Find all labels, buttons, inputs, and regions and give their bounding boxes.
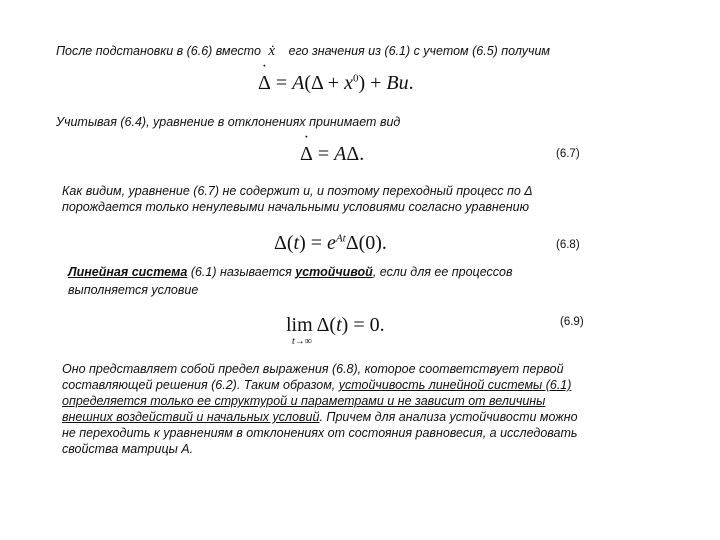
equation-number-6-7: (6.7) [556, 148, 580, 160]
stability-definition-line-2: выполняется условие [68, 283, 199, 297]
intro-line [56, 43, 550, 59]
paragraph-line-1: Оно представляет собой предел выражения (6.8), которое соответствует первой [62, 362, 564, 376]
paragraph-line-4a: внешних воздействий и начальных условий [62, 410, 320, 424]
equation-3: $\Delta(t) = e^{At}\Delta(0)$. [274, 232, 387, 254]
equation-number-6-9: (6.9) [560, 316, 584, 328]
limit-subscript: t→∞ [292, 336, 312, 347]
equation-1: · $\Delta = A(\Delta + x^0) + Bu$. [258, 72, 414, 95]
equation-2: · Δ = AΔ. [300, 143, 364, 166]
intro-text-a: После подстановки в (6.6) вместо [56, 44, 261, 58]
term-stable: устойчивой [295, 265, 373, 279]
stability-definition-line-1 [68, 264, 513, 280]
paragraph-line-6: свойства матрицы А. [62, 442, 194, 456]
paragraph-line-2b: устойчивость линейной системы (6.1) [338, 378, 572, 392]
transient-line-1: Как видим, уравнение (6.7) не содержит u, и поэтому переходный процесс по Δ [62, 184, 533, 198]
x-dot-symbol: ẋ [268, 43, 276, 59]
definition-end: , если для ее процессов [372, 265, 513, 279]
term-linear-system: Линейная система [68, 265, 188, 279]
equation-number-6-8: (6.8) [556, 239, 580, 251]
transient-line-2: порождается только ненулевыми начальными условиями согласно уравнению [62, 200, 529, 214]
paragraph-line-4 [62, 409, 578, 425]
definition-mid: (6.1) называется [187, 265, 296, 279]
paragraph-line-3: определяется только ее структурой и параметрами и не зависит от величины [62, 394, 546, 408]
paragraph-line-4b: . Причем для анализа устойчивости можно [319, 410, 578, 424]
paragraph-line-2 [62, 377, 571, 393]
intro-text-b: его значения из (6.1) с учетом (6.5) получим [288, 44, 550, 58]
paragraph-line-2a: составляющей решения (6.2). Таким образом, [62, 378, 339, 392]
deviation-intro: Учитывая (6.4), уравнение в отклонениях принимает вид [56, 115, 401, 129]
paragraph-line-5: не переходить к уравнениям в отклонениях от состояния равновесия, а исследовать [62, 426, 578, 440]
equation-4: lim t→∞ Δ(t) = 0. [286, 314, 385, 347]
